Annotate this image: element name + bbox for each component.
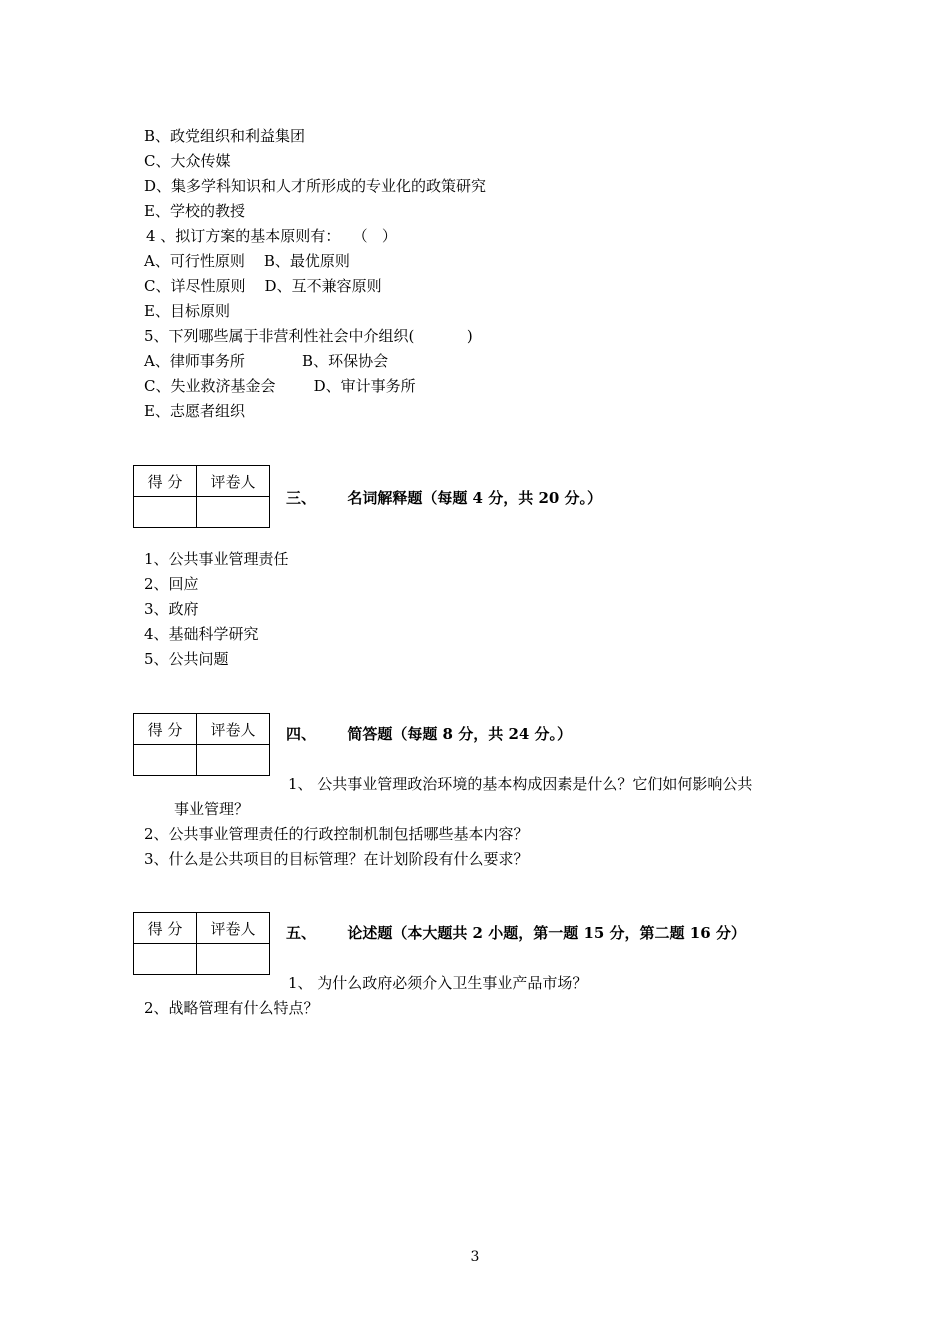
section-title: 五、 论述题（本大题共 2 小题，第一题 15 分，第二题 16 分） bbox=[286, 924, 746, 942]
score-box bbox=[133, 465, 270, 528]
question-text: 1、 公共事业管理政治环境的基本构成因素是什么？它们如何影响公共 bbox=[288, 775, 753, 793]
page-number: 3 bbox=[470, 1249, 480, 1265]
question-text: 事业管理？ bbox=[174, 800, 250, 818]
grader-label: 评卷人 bbox=[197, 714, 270, 745]
grader-label: 评卷人 bbox=[197, 466, 270, 497]
option-text: C、详尽性原则 D、互不兼容原则 bbox=[144, 277, 382, 295]
option-text: E、志愿者组织 bbox=[144, 402, 245, 420]
list-item: 5、公共问题 bbox=[144, 650, 229, 668]
option-text: A、可行性原则 B、最优原则 bbox=[144, 252, 350, 270]
score-label: 得 分 bbox=[134, 714, 197, 745]
list-item: 2、回应 bbox=[144, 575, 199, 593]
section-title: 三、 名词解释题（每题 4 分，共 20 分。） bbox=[286, 489, 603, 507]
question-text: 2、战略管理有什么特点？ bbox=[144, 999, 319, 1017]
score-label: 得 分 bbox=[134, 913, 197, 944]
score-cell bbox=[134, 497, 197, 528]
option-text: B、政党组织和利益集团 bbox=[144, 127, 306, 145]
score-cell bbox=[134, 745, 197, 776]
question-text: 4 、拟订方案的基本原则有： （ ） bbox=[146, 227, 397, 245]
option-text: E、学校的教授 bbox=[144, 202, 245, 220]
question-text: 1、 为什么政府必须介入卫生事业产品市场？ bbox=[288, 974, 588, 992]
list-item: 3、政府 bbox=[144, 600, 199, 618]
score-cell bbox=[134, 944, 197, 975]
list-item: 1、公共事业管理责任 bbox=[144, 550, 289, 568]
question-text: 2、公共事业管理责任的行政控制机制包括哪些基本内容？ bbox=[144, 825, 529, 843]
option-text: A、律师事务所 B、环保协会 bbox=[144, 352, 389, 370]
score-label: 得 分 bbox=[134, 466, 197, 497]
question-text: 3、什么是公共项目的目标管理？在计划阶段有什么要求？ bbox=[144, 850, 529, 868]
grader-cell bbox=[197, 944, 270, 975]
question-text: 5、下列哪些属于非营利性社会中介组织( ) bbox=[144, 327, 473, 345]
grader-cell bbox=[197, 745, 270, 776]
grader-label: 评卷人 bbox=[197, 913, 270, 944]
score-box bbox=[133, 713, 270, 776]
grader-cell bbox=[197, 497, 270, 528]
list-item: 4、基础科学研究 bbox=[144, 625, 259, 643]
option-text: E、目标原则 bbox=[144, 302, 230, 320]
option-text: C、大众传媒 bbox=[144, 152, 231, 170]
section-title: 四、 简答题（每题 8 分，共 24 分。） bbox=[286, 725, 573, 743]
score-box bbox=[133, 912, 270, 975]
option-text: D、集多学科知识和人才所形成的专业化的政策研究 bbox=[144, 177, 487, 195]
option-text: C、失业救济基金会 D、审计事务所 bbox=[144, 377, 416, 395]
